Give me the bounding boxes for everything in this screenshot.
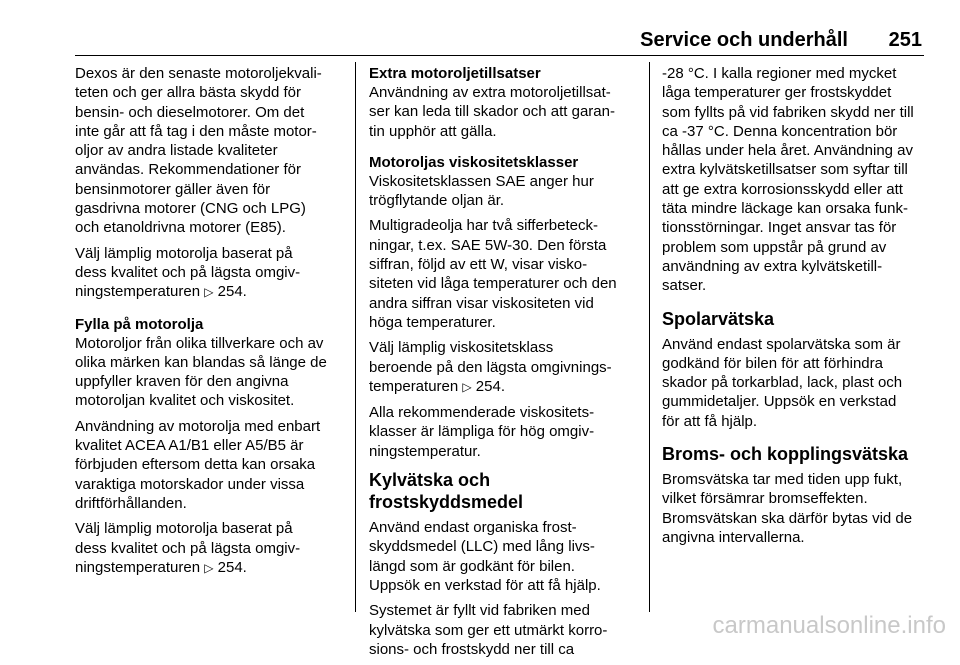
arrow-ref-icon: ▷	[204, 285, 214, 300]
subheading-viscosity: Motoroljas viskositetsklasser	[369, 153, 579, 171]
paragraph: -28 °C. I kalla regioner med mycket låga temperaturer ger frostskyddet som fyllts på vid fabriken skydd ner till ca -37 °C. Denna koncentration bör hållas under hela året. Användning av extra kylvätsketillsatser som syftar till att ge extra korrosionsskydd eller att täta mindre läckage kan orsaka funk- tionsstörningar. Inget ansvar tas för problem som uppstår på grund av användning av extra kylvätsketill- satser.	[662, 65, 914, 295]
column-divider-2	[649, 62, 650, 612]
page-reference[interactable]: 254.	[475, 377, 505, 395]
paragraph: Använd endast spolarvätska som är godkänd för bilen för att förhindra skador på torkarblad, lack, plast och gummidetaljer. Uppsök en verkstad för att få hjälp.	[662, 335, 903, 430]
paragraph: Viskositetsklassen SAE anger hur trögflytande oljan är.	[369, 172, 594, 210]
paragraph-with-reference: Välj lämplig motorolja baserat på dess kvalitet och på lägsta omgiv- ningstemperaturen ▷ 254.	[75, 244, 301, 301]
subheading-extra-additives: Extra motoroljetillsatser	[369, 65, 541, 82]
page-number: 251	[888, 29, 922, 51]
paragraph: Motoroljor från olika tillverkare och av olika märken kan blandas så länge de uppfyller kraven för den angivna motoroljan kvalitet och viskositet.	[75, 334, 327, 410]
arrow-ref-icon: ▷	[462, 379, 472, 394]
arrow-ref-icon: ▷	[204, 560, 214, 575]
paragraph: Alla rekommenderade viskositets- klasser är lämpliga för hög omgiv- ningstemperatur.	[369, 404, 595, 460]
paragraph: Användning av motorolja med enbart kvalitet ACEA A1/B1 eller A5/B5 är förbjuden eftersom detta kan orsaka varaktiga motorskador under vissa driftförhållanden.	[75, 417, 321, 512]
header-divider	[75, 55, 924, 56]
heading-coolant: Kylvätska och frostskyddsmedel	[369, 470, 524, 513]
paragraph: Användning av extra motoroljetillsat- ser kan leda till skador och att garan- tin upphör att gälla.	[369, 84, 615, 140]
paragraph: Dexos är den senaste motoroljekvali- teten och ger allra bästa skydd för bensin- och dieselmotorer. Om det inte går att få tag i den måste motor- oljor av andra listade kvaliteter användas. Rekommendationer för bensinmotorer gäller även för gasdrivna motorer (CNG och LPG) och etanoldrivna motorer (E85).	[75, 65, 322, 237]
column-2	[369, 64, 641, 665]
subheading-fill-oil: Fylla på motorolja	[75, 315, 204, 333]
page-reference[interactable]: 254.	[217, 558, 247, 576]
paragraph: Systemet är fyllt vid fabriken med kylvätska som ger ett utmärkt korro- sions- och frostskydd ner till ca	[369, 602, 608, 658]
paragraph-with-reference: Välj lämplig motorolja baserat på dess kvalitet och på lägsta omgiv- ningstemperaturen ▷ 254.	[75, 520, 301, 576]
watermark: carmanualsonline.info	[712, 612, 946, 639]
heading-brake-fluid: Broms- och kopplingsvätska	[662, 444, 909, 465]
section-title: Service och underhåll	[640, 29, 848, 51]
paragraph: Bromsvätska tar med tiden upp fukt, vilket försämrar bromseffekten. Bromsvätskan ska därför bytas vid de angivna intervallerna.	[662, 471, 913, 546]
column-divider-1	[355, 62, 356, 612]
column-3	[662, 64, 942, 553]
column-1	[75, 64, 345, 584]
paragraph-with-reference: Välj lämplig viskositetsklass beroende på den lägsta omgivnings- temperaturen ▷ 254.	[369, 339, 612, 395]
paragraph: Använd endast organiska frost- skyddsmedel (LLC) med lång livs- längd som är godkänt för bilen. Uppsök en verkstad för att få hjälp.	[369, 519, 601, 594]
heading-washer-fluid: Spolarvätska	[662, 308, 775, 329]
paragraph: Multigradeolja har två sifferbeteck- ningar, t.ex. SAE 5W-30. Den första siffran, följd av ett W, visar visko- siteten vid låga temperaturer och den andra siffran visar viskositeten vid höga temperaturer.	[369, 217, 617, 331]
page-reference[interactable]: 254.	[217, 283, 247, 301]
